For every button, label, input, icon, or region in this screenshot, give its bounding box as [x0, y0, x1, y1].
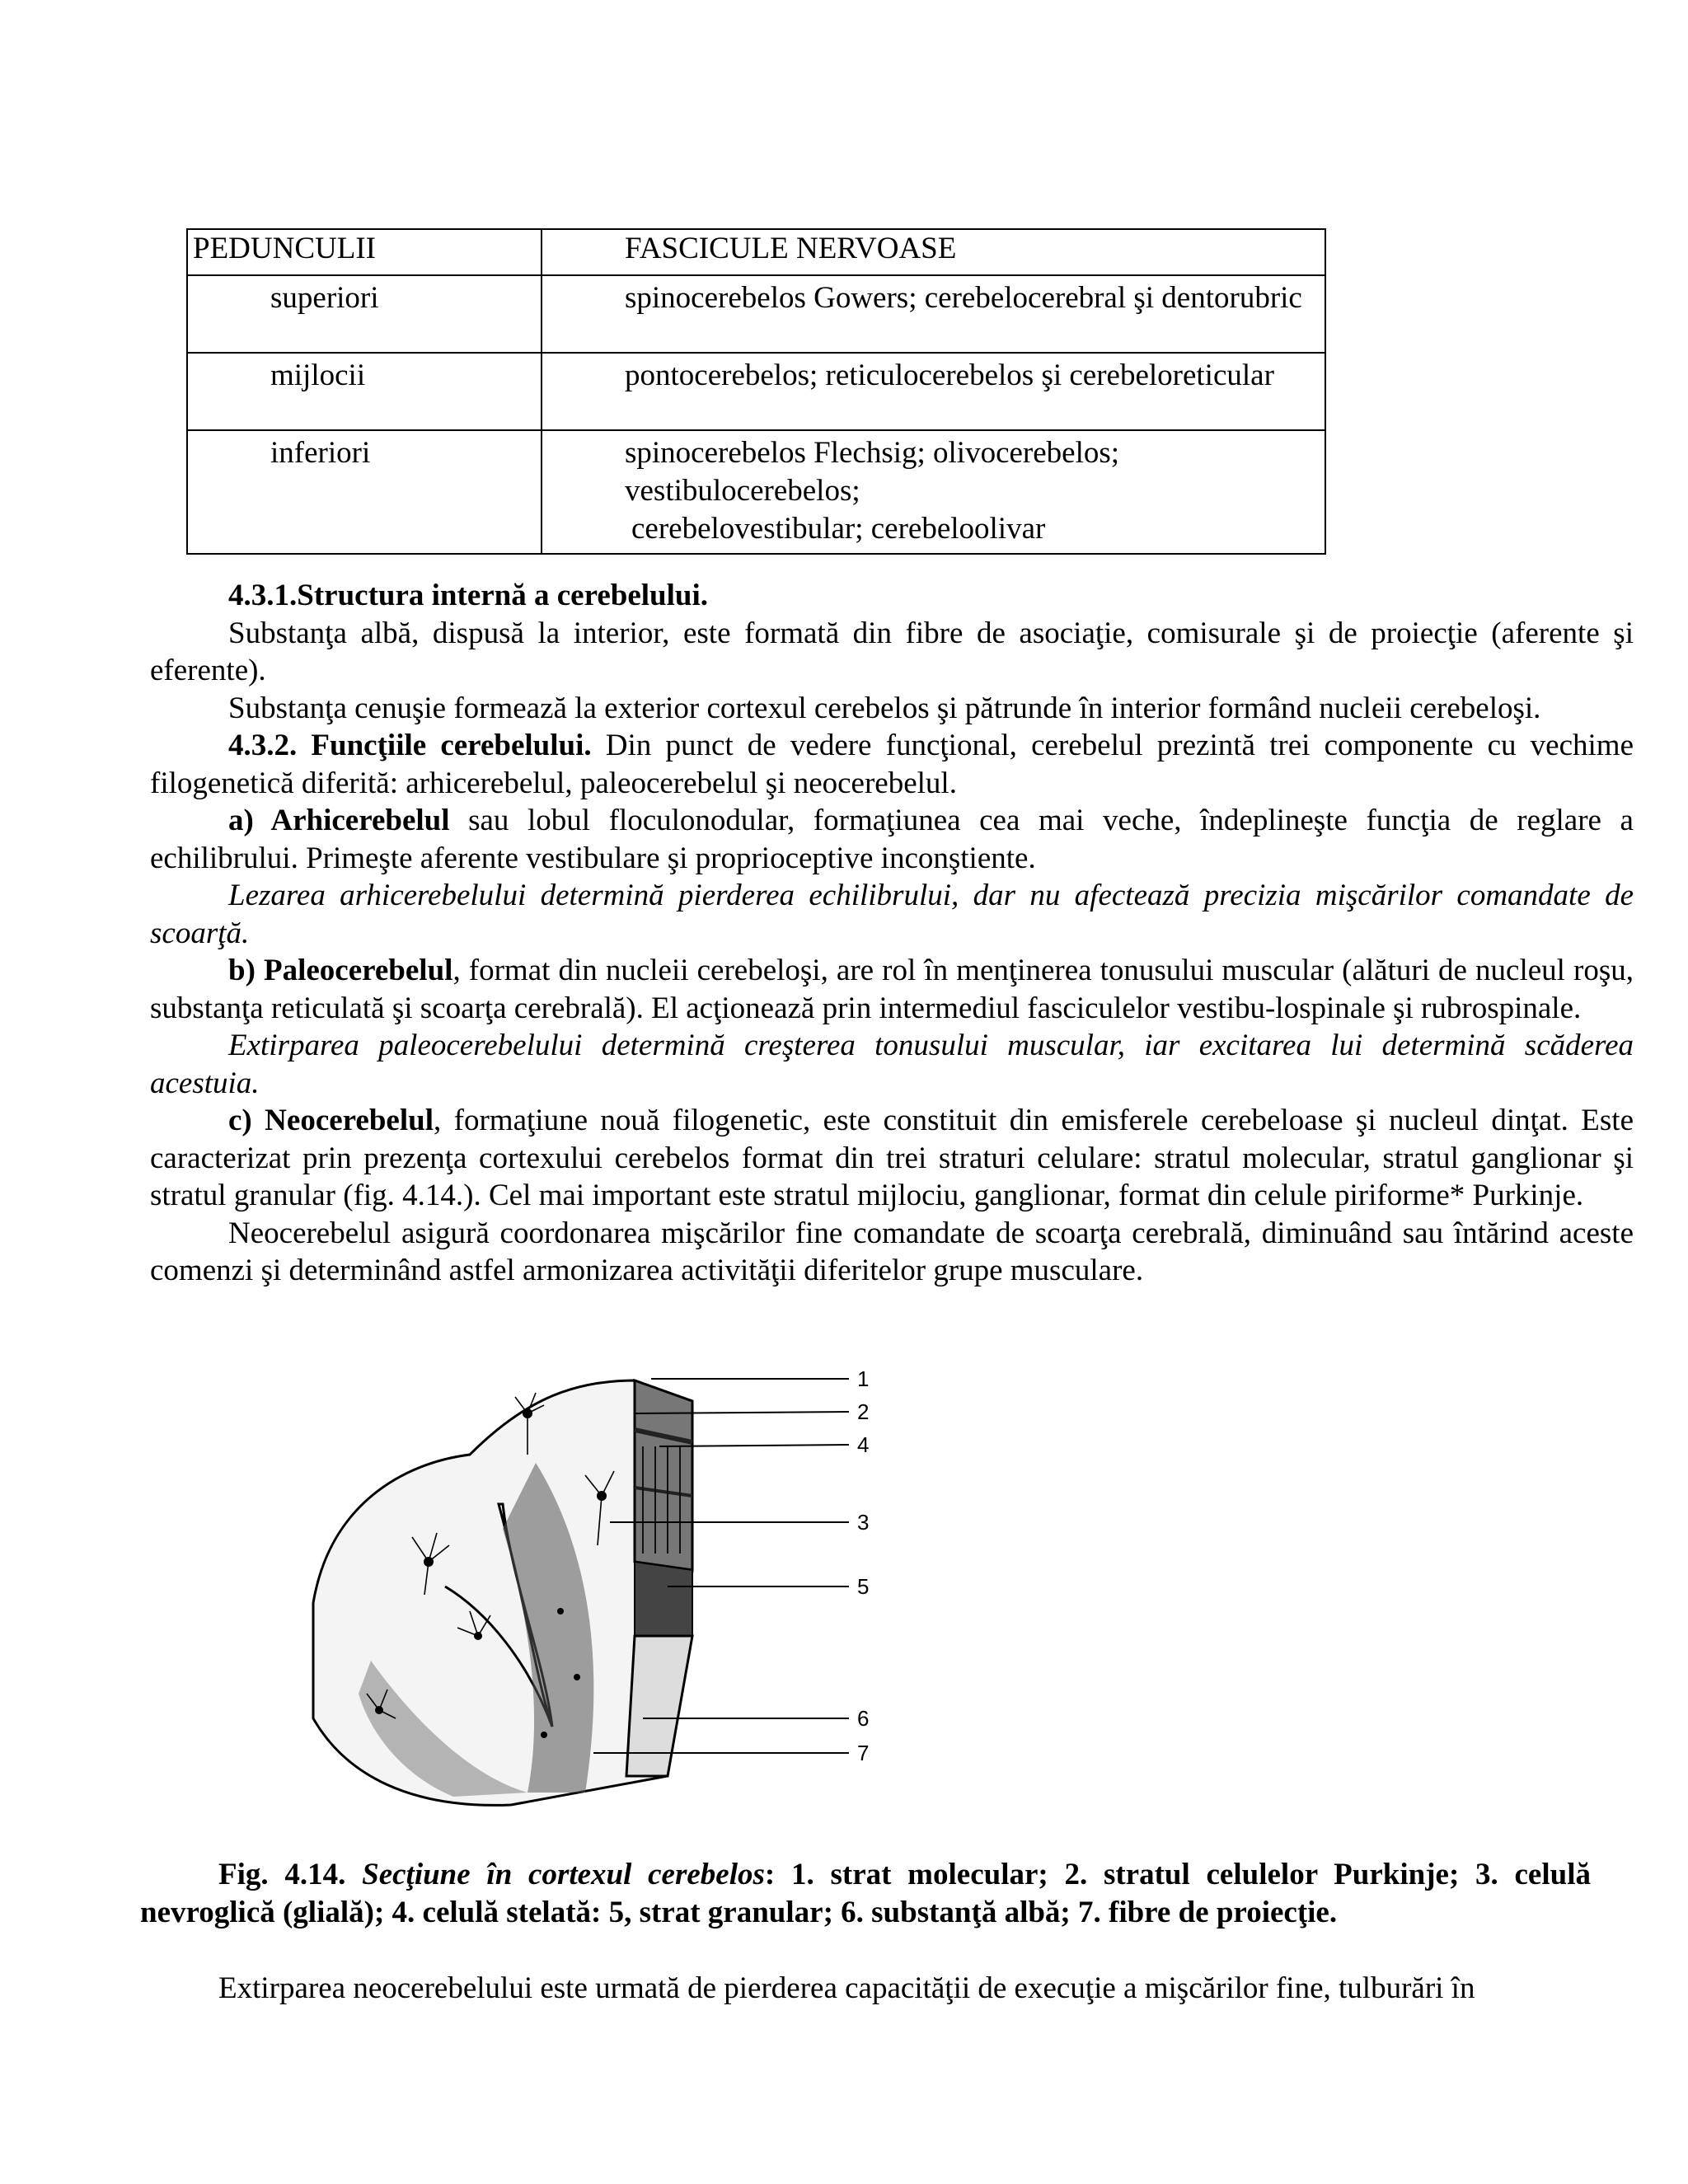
- figure-label: 1: [857, 1366, 870, 1391]
- fascicles-text-continued: cerebelovestibular; cerebeloolivar: [631, 512, 1046, 546]
- table-header-fascicles: FASCICULE NERVOASE: [542, 229, 1325, 275]
- caption-number: Fig. 4.14.: [218, 1858, 346, 1891]
- paragraph: Extirparea neocerebelului este urmată de pierderea capacităţii de execuţie a mişcărilor fine, tulburări în: [218, 1971, 1475, 2005]
- table-header-peduncles: PEDUNCULII: [187, 229, 542, 275]
- table-cell-peduncle: inferiori: [187, 430, 542, 554]
- caption-text: : 1. strat molecular; 2. stratul celulelor Purkinje; 3. celulă nevroglică (glială); 4. celulă stelată: 5, strat granular; 6. substanţă albă; 7. fibre de proiecţie.: [140, 1858, 1591, 1929]
- paragraph: Substanţa cenuşie formează la exterior cortexul cerebelos şi pătrunde în interior formând nucleii cerebeloşi.: [228, 691, 1541, 725]
- table-row: [187, 353, 1325, 430]
- figure-label: 7: [857, 1741, 870, 1765]
- figure-label: 6: [857, 1706, 870, 1731]
- figure-label: 5: [857, 1574, 870, 1599]
- table-header-row: [187, 229, 1325, 275]
- paragraph: Neocerebelul asigură coordonarea mişcărilor fine comandate de scoarţa cerebrală, diminuând sau întărind aceste comenzi şi determinând astfel armonizarea activităţii diferitelor grupe musculare.: [150, 1216, 1634, 1287]
- paragraph-text: sau lobul floculonodular, formaţiunea cea mai veche, îndeplineşte funcţia de reglare a echilibrului. Primeşte aferente vestibulare şi proprioceptive inconştiente.: [150, 804, 1634, 875]
- paragraph-text: , format din nucleii cerebeloşi, are rol în menţinerea tonusului muscular (alături de nucleul roşu, substanţa reticulată şi scoarţa cerebrală). El acţionează prin intermediul fasciculelor vestibu-lospinale şi rubrospinale.: [150, 954, 1634, 1025]
- italic-note: Lezarea arhicerebelului determină pierderea echilibrului, dar nu afectează precizia mişcărilor comandate de scoarţă.: [150, 879, 1634, 950]
- heading-4-3-1: 4.3.1.Structura internă a cerebelului.: [228, 579, 709, 612]
- table-cell-fascicles: [542, 275, 1325, 353]
- paragraph: [150, 802, 1634, 877]
- paragraph: [150, 727, 1634, 802]
- cerebellar-cortex-figure: [280, 1364, 923, 1825]
- body-text: [150, 577, 1634, 1290]
- caption-title: Secţiune în cortexul cerebelos: [362, 1858, 765, 1891]
- term-paleocerebel: b) Paleocerebelul: [228, 954, 453, 987]
- italic-note: Extirparea paleocerebelului determină creşterea tonusului muscular, iar excitarea lui determină scăderea acestuia.: [150, 1029, 1634, 1100]
- figure-label: 3: [857, 1510, 870, 1535]
- fascicles-text: pontocerebelos; reticulocerebelos şi cerebeloreticular: [625, 359, 1274, 392]
- figure-caption: [140, 1856, 1591, 1932]
- table-cell-peduncle: superiori: [187, 275, 542, 353]
- term-arhicerebel: a) Arhicerebelul: [228, 804, 450, 837]
- section-heading: [150, 577, 1634, 615]
- table-cell-fascicles: [542, 353, 1325, 430]
- table-cell-fascicles: [542, 430, 1325, 554]
- heading-4-3-2: 4.3.2. Funcţiile cerebelului.: [228, 729, 592, 762]
- term-neocerebel: c) Neocerebelul: [228, 1104, 434, 1137]
- table-cell-peduncle: mijlocii: [187, 353, 542, 430]
- cerebellar-cortex-illustration: [280, 1364, 923, 1825]
- peduncles-table: [186, 228, 1326, 555]
- table-row: [187, 275, 1325, 353]
- fascicles-text: spinocerebelos Gowers; cerebelocerebral şi dentorubric: [625, 281, 1302, 315]
- paragraph: [150, 1102, 1634, 1215]
- fascicles-text: spinocerebelos Flechsig; olivocerebelos; vestibulocerebelos;: [625, 436, 1120, 508]
- paragraph-text: Din punct de vedere funcţional, cerebelul prezintă trei componente cu vechime filogenetică diferită: arhicerebelul, paleocerebelul şi neocerebelul.: [150, 729, 1634, 800]
- paragraph: Substanţa albă, dispusă la interior, este formată din fibre de asociaţie, comisurale şi de proiecţie (aferente şi eferente).: [150, 616, 1634, 687]
- figure-label: 2: [857, 1399, 870, 1424]
- figure-label: 4: [857, 1432, 870, 1457]
- table-row: [187, 430, 1325, 554]
- paragraph-text: , formaţiune nouă filogenetic, este constituit din emisferele cerebeloase şi nucleul dinţat. Este caracterizat prin prezenţa cortexului cerebelos format din trei straturi celulare: stratul molecular, stratul ganglionar şi stratul granular (fig. 4.14.). Cel mai important este stratul mijlociu, ganglionar, format din celule piriforme* Purkinje.: [150, 1104, 1634, 1212]
- paragraph: [150, 952, 1634, 1027]
